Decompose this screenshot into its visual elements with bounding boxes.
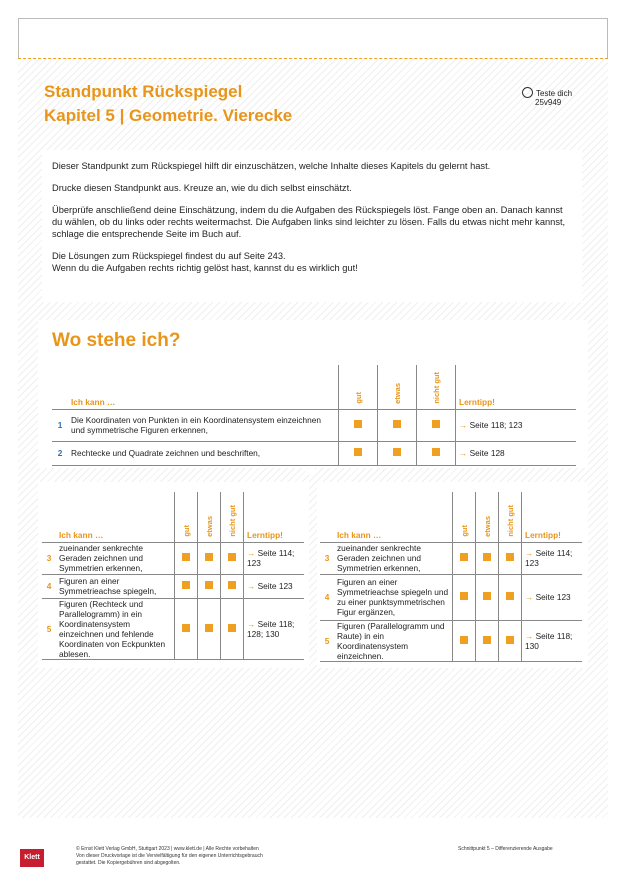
- chapter-title: Kapitel 5 | Geometrie. Vierecke: [44, 106, 293, 125]
- checkbox-gut[interactable]: [460, 592, 468, 600]
- intro-paragraph: Überprüfe anschließend deine Einschätzung, indem du die Aufgaben des Rückspiegels löst. Fange oben an. Danach kannst du wählen, ob du links oder rechts weitermachst. Die Aufgaben links sind leichter zu lösen. Falls du etwas nicht mehr kannst, schlage die entsprechende Seite im Buch auf.: [52, 205, 566, 239]
- intro-paragraph: Drucke diesen Standpunkt aus. Kreuze an, wie du dich selbst einschätzt.: [52, 183, 352, 193]
- table-row: [52, 441, 576, 465]
- checkbox-nichtgut[interactable]: [506, 592, 514, 600]
- col-lerntipp: Lerntipp!: [459, 396, 495, 407]
- arrow-icon: →: [459, 420, 470, 430]
- checkbox-etwas[interactable]: [483, 592, 491, 600]
- table-row: 3 zueinander senkrechte Geraden zeichnen und Symmetrien erkennen, → Seite 114; 123: [42, 542, 304, 574]
- teste-dich-link[interactable]: Teste dich 25v949: [522, 87, 572, 107]
- checkbox-nichtgut[interactable]: [228, 624, 236, 632]
- checkbox-nichtgut[interactable]: [432, 448, 440, 456]
- table-row: 4 Figuren an einer Symmetrieachse spiegeln und zu einer punktsymmetrischen Figur ergänzen, → Seite 123: [320, 574, 582, 620]
- checkbox-gut[interactable]: [460, 636, 468, 644]
- intro-box: [42, 150, 582, 302]
- checkbox-nichtgut[interactable]: [506, 636, 514, 644]
- row-number: 2: [57, 448, 63, 458]
- checkbox-etwas[interactable]: [205, 581, 213, 589]
- checkbox-nichtgut[interactable]: [506, 553, 514, 561]
- checkbox-etwas[interactable]: [483, 636, 491, 644]
- checkbox-gut[interactable]: [460, 553, 468, 561]
- col-ichkann: Ich kann …: [71, 396, 116, 407]
- row-text: Rechtecke und Quadrate zeichnen und beschriften,: [68, 441, 339, 465]
- row-number: 1: [57, 420, 63, 430]
- top-frame: [18, 18, 608, 60]
- checkbox-etwas[interactable]: [205, 553, 213, 561]
- left-table: Ich kann … gut etwas nicht gut Lerntipp! 3 zueinander senkrechte Geraden zeichnen und Symmetrien erkennen, → Seite 114; 123 4 Figuren an einer Symmetrieachse spiegeln, → Seite 123 5 Figuren (Rechteck und Parallelogramm) in ein Koordinatensystem einzeichnen und fehlende Koordinaten von Eckpunkten ablesen. → Seite 118; 128; 130: [42, 492, 304, 660]
- arrow-icon: →: [247, 618, 258, 629]
- col-etwas: etwas: [392, 382, 402, 404]
- lerntipp: Seite 118; 123: [469, 420, 523, 430]
- arrow-icon: →: [247, 548, 258, 558]
- checkbox-nichtgut[interactable]: [228, 553, 236, 561]
- cut-line: [18, 58, 608, 59]
- checkbox-etwas[interactable]: [393, 448, 401, 456]
- checkbox-etwas[interactable]: [205, 624, 213, 632]
- section-heading: Wo stehe ich?: [52, 330, 181, 351]
- globe-icon: [522, 87, 533, 98]
- checkbox-etwas[interactable]: [393, 420, 401, 428]
- checkbox-gut[interactable]: [182, 624, 190, 632]
- checkbox-nichtgut[interactable]: [432, 420, 440, 428]
- teste-code: 25v949: [535, 98, 562, 107]
- checkbox-gut[interactable]: [354, 420, 362, 428]
- arrow-icon: →: [459, 448, 470, 458]
- table-row: 3 zueinander senkrechte Geraden zeichnen und Symmetrien erkennen, → Seite 114; 123: [320, 542, 582, 574]
- checkbox-gut[interactable]: [182, 581, 190, 589]
- col-nichtgut: nicht gut: [431, 371, 441, 404]
- checkbox-nichtgut[interactable]: [228, 581, 236, 589]
- arrow-icon: →: [525, 592, 536, 602]
- row-text: Die Koordinaten von Punkten in ein Koordinatensystem einzeichnen und symmetrische Figuren erkennen,: [68, 409, 339, 441]
- intro-paragraph: Dieser Standpunkt zum Rückspiegel hilft dir einzuschätzen, welche Inhalte dieses Kapitels du gelernt hast.: [52, 161, 491, 171]
- checkbox-gut[interactable]: [182, 553, 190, 561]
- copyright-footer: © Ernst Klett Verlag GmbH, Stuttgart 2023 | www.klett.de | Alle Rechte vorbehalten Von dieser Druckvorlage ist die Vervielfältigung für den eigenen Unterrichtsgebrauch gestattet. Die Kopiergebühren sind abgegolten.: [76, 846, 263, 866]
- table-row: 5 Figuren (Parallelogramm und Raute) in ein Koordinatensystem einzeichnen. → Seite 118; 130: [320, 620, 582, 661]
- arrow-icon: →: [525, 630, 536, 641]
- table-row: 5 Figuren (Rechteck und Parallelogramm) in ein Koordinatensystem einzeichnen und fehlende Koordinaten von Eckpunkten ablesen. → Seite 118; 128; 130: [42, 598, 304, 659]
- arrow-icon: →: [247, 581, 258, 591]
- arrow-icon: →: [525, 548, 536, 558]
- right-table: Ich kann … gut etwas nicht gut Lerntipp! 3 zueinander senkrechte Geraden zeichnen und Symmetrien erkennen, → Seite 114; 123 4 Figuren an einer Symmetrieachse spiegeln und zu einer punktsymmetrischen Figur ergänzen, → Seite 123 5 Figuren (Parallelogramm und Raute) in ein Koordinatensystem einzeichnen. → Seite 118; 130: [320, 492, 582, 662]
- col-gut: gut: [353, 391, 363, 404]
- klett-logo: Klett: [20, 849, 44, 867]
- page-title: Standpunkt Rückspiegel: [44, 82, 243, 101]
- table-row: 4 Figuren an einer Symmetrieachse spiegeln, → Seite 123: [42, 574, 304, 598]
- checkbox-etwas[interactable]: [483, 553, 491, 561]
- top-table: [52, 365, 576, 466]
- table-row: [52, 409, 576, 441]
- lerntipp: Seite 128: [469, 448, 505, 458]
- panel-notch: [304, 469, 316, 475]
- intro-paragraph: Die Lösungen zum Rückspiegel findest du auf Seite 243. Wenn du die Aufgaben rechts richtig gelöst hast, kannst du es wirklich gut!: [52, 251, 358, 273]
- book-footer: Schnittpunkt 5 – Differenzierende Ausgabe: [458, 846, 553, 852]
- checkbox-gut[interactable]: [354, 448, 362, 456]
